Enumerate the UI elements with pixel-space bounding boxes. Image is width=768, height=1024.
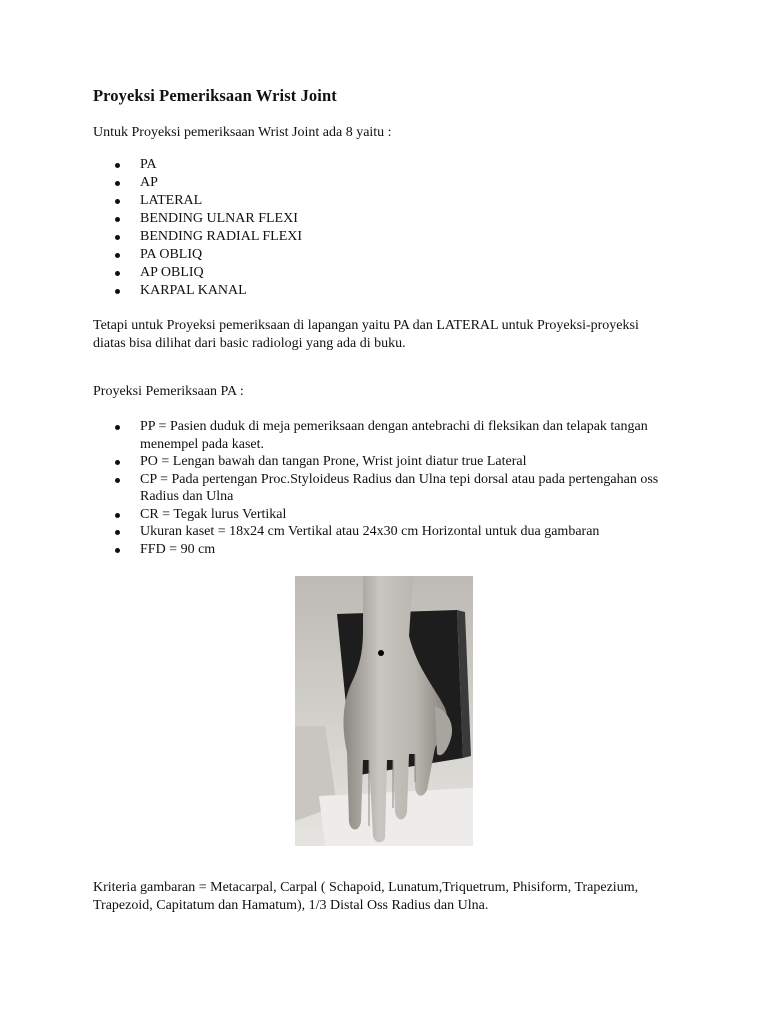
document-title: Proyeksi Pemeriksaan Wrist Joint: [93, 86, 337, 105]
list-item: PO = Lengan bawah dan tangan Prone, Wrist joint diatur true Lateral: [93, 453, 663, 471]
section-heading: Proyeksi Pemeriksaan PA :: [93, 384, 244, 399]
list-item: Ukuran kaset = 18x24 cm Vertikal atau 24x30 cm Horizontal untuk dua gambaran: [93, 523, 663, 541]
intro-text: Untuk Proyeksi pemeriksaan Wrist Joint ada 8 yaitu :: [93, 125, 392, 140]
list-item: FFD = 90 cm: [93, 541, 663, 559]
list-item: BENDING ULNAR FLEXI: [93, 210, 653, 228]
list-item: AP: [93, 174, 653, 192]
list-item: LATERAL: [93, 192, 653, 210]
list-item: CR = Tegak lurus Vertikal: [93, 506, 663, 524]
list-item: AP OBLIQ: [93, 264, 653, 282]
body-paragraph: Tetapi untuk Proyeksi pemeriksaan di lapangan yaitu PA dan LATERAL untuk Proyeksi-proyeksi diatas bisa dilihat dari basic radiologi yang ada di buku.: [93, 318, 639, 351]
hand-on-cassette-image: [295, 576, 473, 846]
list-item: PA OBLIQ: [93, 246, 653, 264]
list-item: KARPAL KANAL: [93, 282, 653, 300]
list-item: BENDING RADIAL FLEXI: [93, 228, 653, 246]
criteria-text: Kriteria gambaran = Metacarpal, Carpal ( Schapoid, Lunatum,Triquetrum, Phisiform, Trapezium, Trapezoid, Capitatum dan Hamatum), 1/3 Distal Oss Radius dan Ulna.: [93, 880, 639, 913]
list-item: PP = Pasien duduk di meja pemeriksaan dengan antebrachi di fleksikan dan telapak tangan menempel pada kaset.: [93, 418, 663, 453]
wrist-pa-photo: [295, 576, 473, 846]
list-item: PA: [93, 156, 653, 174]
list-item: CP = Pada pertengan Proc.Styloideus Radius dan Ulna tepi dorsal atau pada pertengahan oss Radius dan Ulna: [93, 471, 663, 506]
pa-detail-list: [93, 418, 663, 558]
projection-list: [93, 156, 653, 300]
